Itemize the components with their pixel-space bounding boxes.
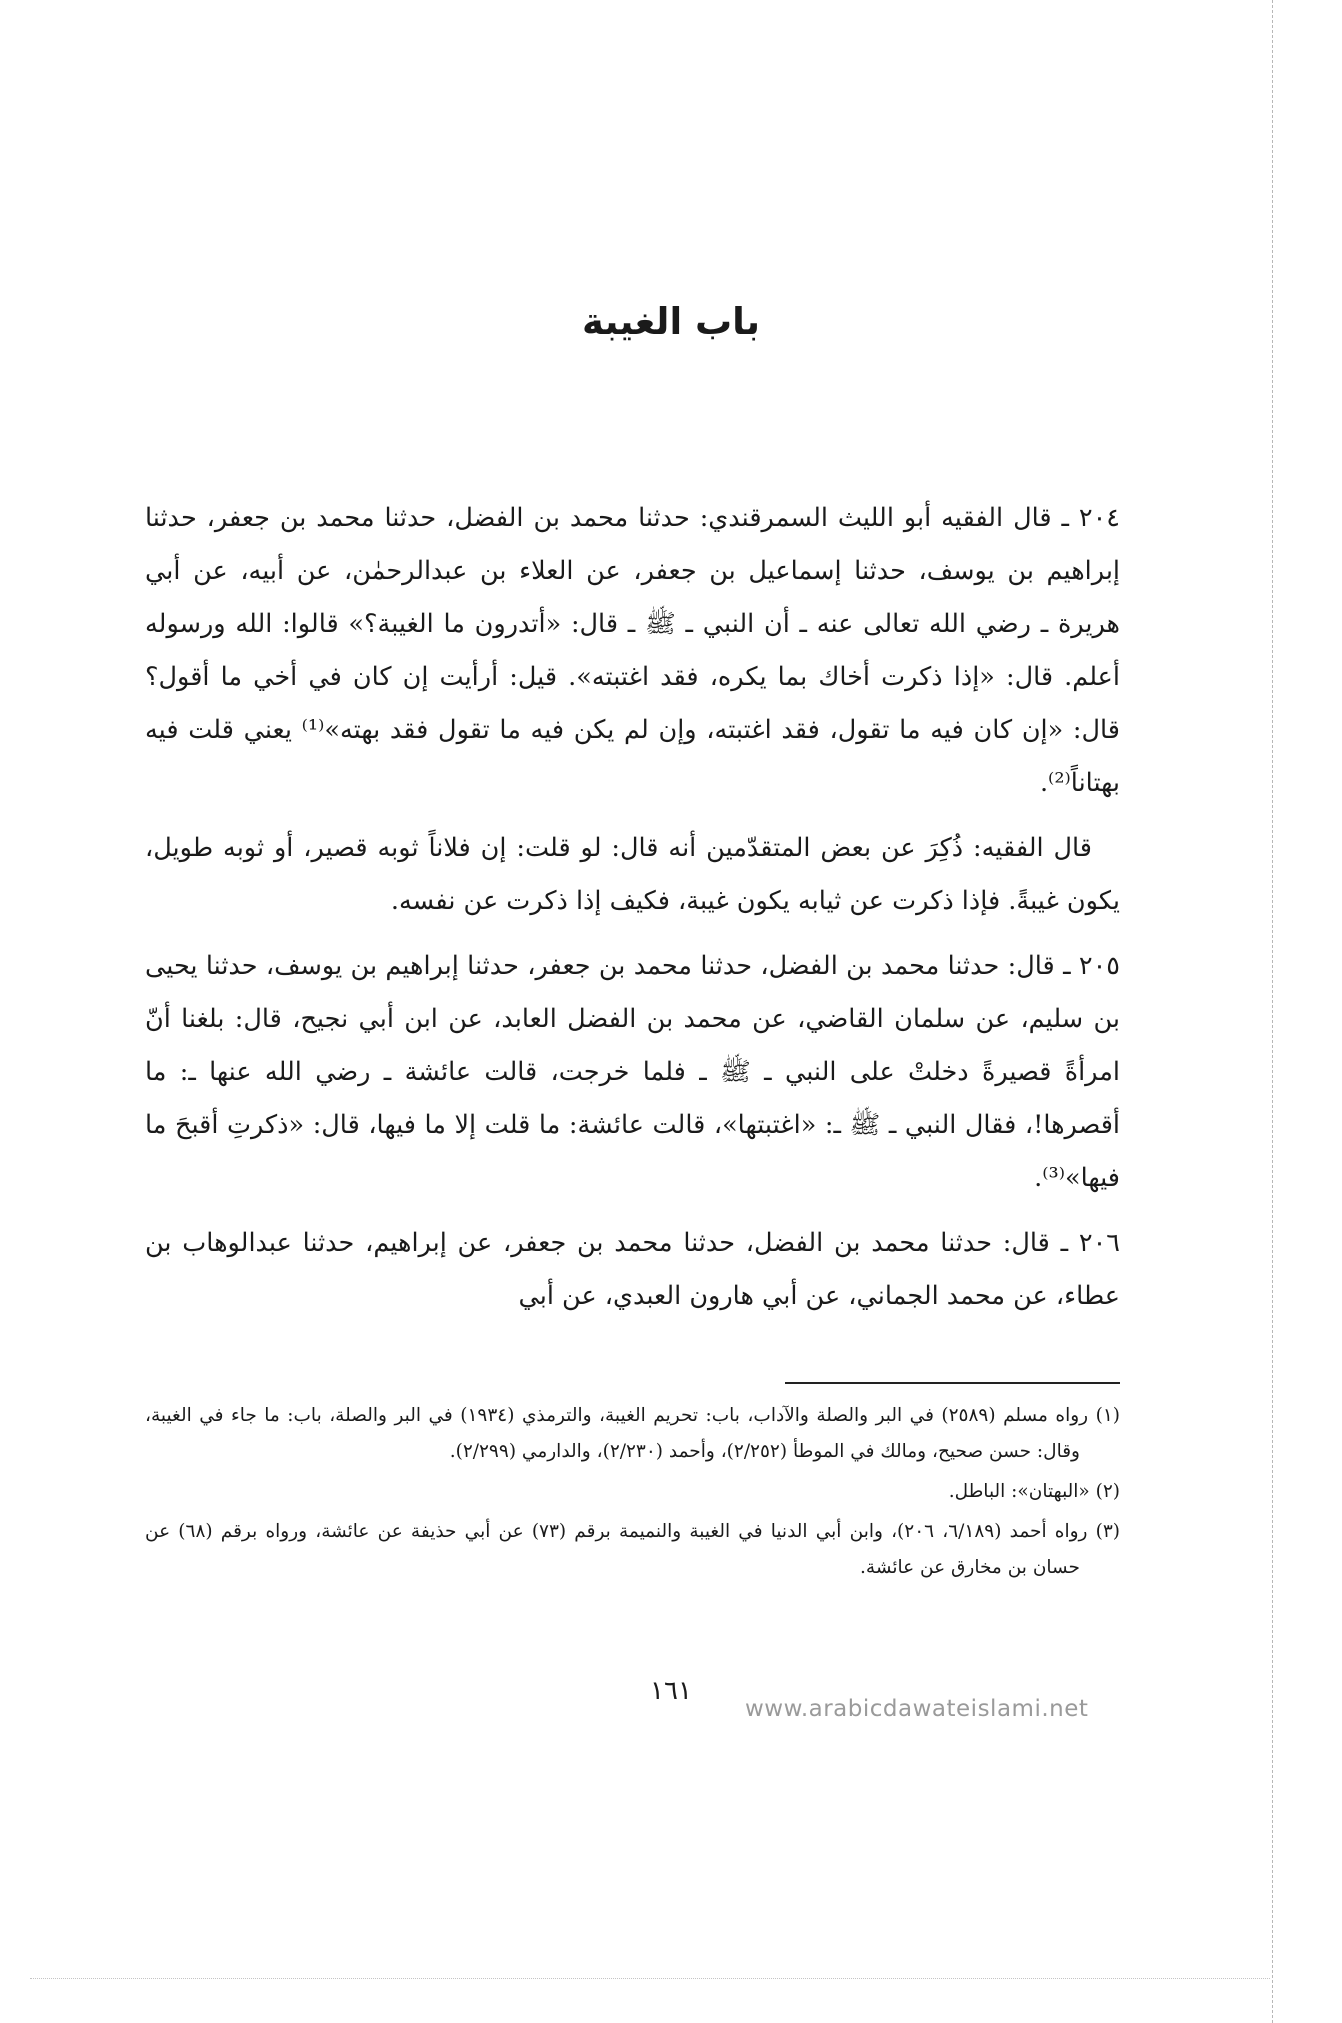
footnote-separator <box>785 1382 1120 1384</box>
watermark-url: www.arabicdawateislami.net <box>745 1696 1089 1722</box>
paragraph-206: ٢٠٦ ـ قال: حدثنا محمد بن الفضل، حدثنا محمد بن جعفر، عن إبراهيم، حدثنا عبدالوهاب بن عطاء، عن محمد الجماني، عن أبي هارون العبدي، عن أبي <box>145 1228 1120 1311</box>
footnote-1: (١) رواه مسلم (٢٥٨٩) في البر والصلة والآداب، باب: تحريم الغيبة، والترمذي (١٩٣٤) في البر والصلة، باب: ما جاء في الغيبة، وقال: حسن صحيح، ومالك في الموطأ (٢/٢٥٢)، وأحمد (٢/٢٣٠)، والدارمي (٢/٢٩٩). <box>145 1405 1120 1462</box>
scan-bottom-line <box>30 1978 1270 1979</box>
paragraph-204: ٢٠٤ ـ قال الفقيه أبو الليث السمرقندي: حدثنا محمد بن الفضل، حدثنا محمد بن جعفر، حدثنا إبراهيم بن يوسف، حدثنا إسماعيل بن جعفر، عن العلاء بن عبدالرحمٰن، عن أبيه، عن أبي هريرة ـ رضي الله تعالى عنه ـ أن النبي ـ ﷺ ـ قال: «أتدرون ما الغيبة؟» قالوا: الله ورسوله أعلم. قال: «إذا ذكرت أخاك بما يكره، فقد اغتبته». قيل: أرأيت إن كان في أخي ما أقول؟ قال: «إن كان فيه ما تقول، فقد اغتبته، وإن لم يكن فيه ما تقول فقد بهته»⁽¹⁾ يعني قلت فيه بهتاناً⁽²⁾. <box>145 503 1120 798</box>
paragraph-205: ٢٠٥ ـ قال: حدثنا محمد بن الفضل، حدثنا محمد بن جعفر، حدثنا إبراهيم بن يوسف، حدثنا يحيى بن سليم، عن سلمان القاضي، عن محمد بن الفضل العابد، عن ابن أبي نجيح، قال: بلغنا أنّ امرأةً قصيرةً دخلتْ على النبي ـ ﷺ ـ فلما خرجت، قالت عائشة ـ رضي الله عنها ـ: ما أقصرها!، فقال النبي ـ ﷺ ـ: «اغتبتها»، قالت عائشة: ما قلت إلا ما فيها، قال: «ذكرتِ أقبحَ ما فيها»⁽³⁾. <box>145 951 1120 1193</box>
paragraph-faqih-note: قال الفقيه: ذُكِرَ عن بعض المتقدّمين أنه قال: لو قلت: إن فلاناً ثوبه قصير، أو ثوبه طويل، يكون غيبةً. فإذا ذكرت عن ثيابه يكون غيبة، فكيف إذا ذكرت عن نفسه. <box>145 833 1120 916</box>
main-text <box>145 492 1120 1335</box>
chapter-title: باب الغيبة <box>582 300 760 343</box>
page-number: ١٦١ <box>650 1676 692 1706</box>
footnotes <box>145 1398 1120 1590</box>
footnote-3: (٣) رواه أحمد (٦/١٨٩، ٢٠٦)، وابن أبي الدنيا في الغيبة والنميمة برقم (٧٣) عن أبي حذيفة عن عائشة، ورواه برقم (٦٨) عن حسان بن مخارق عن عائشة. <box>145 1521 1120 1578</box>
footnote-2: (٢) «البهتان»: الباطل. <box>948 1481 1120 1502</box>
